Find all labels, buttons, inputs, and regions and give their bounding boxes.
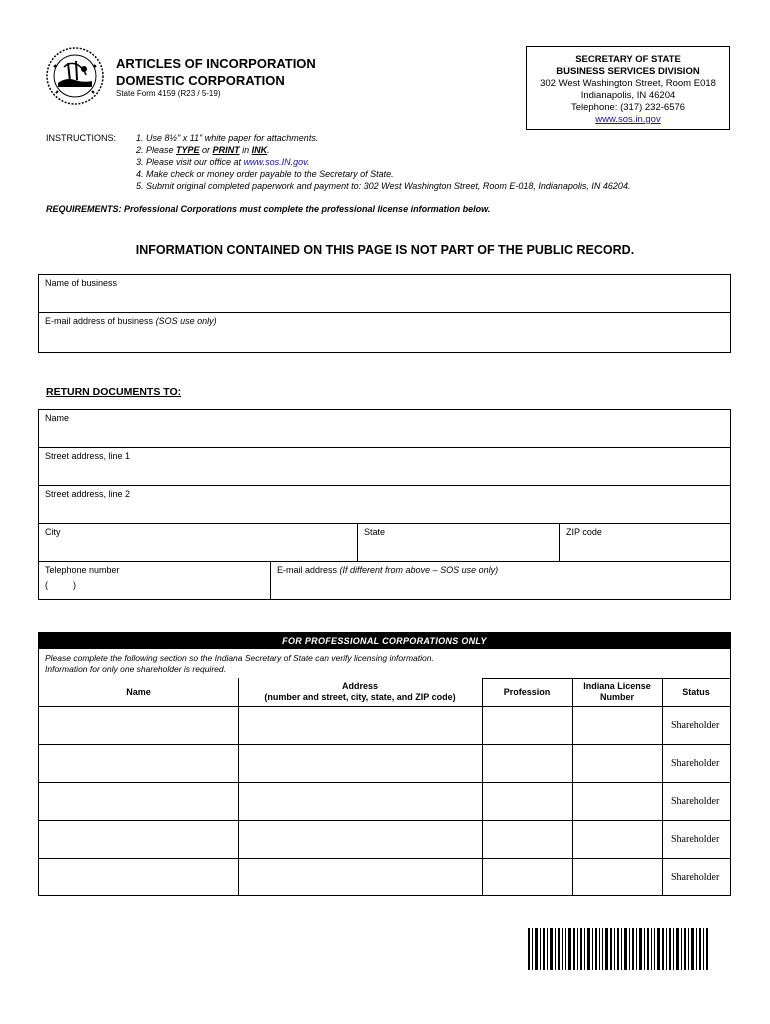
state-seal-logo xyxy=(46,47,104,105)
business-name-label: Name of business xyxy=(45,278,118,288)
sos-address-box xyxy=(526,46,730,130)
business-name-field[interactable] xyxy=(39,275,730,313)
col-divider xyxy=(238,678,239,895)
sos-address: 302 West Washington Street, Room E018 xyxy=(540,78,716,89)
header-row-divider xyxy=(39,706,730,707)
col-divider xyxy=(572,678,573,895)
business-email-label: E-mail address of business (SOS use only) xyxy=(45,316,217,326)
instruction-5: 5. Submit original completed paperwork and payment to: 302 West Washington Street, Room E-018, Indianapolis, IN 46204. xyxy=(136,181,631,191)
shareholder-status: Shareholder xyxy=(671,720,720,731)
sos-website-link[interactable]: www.sos.in.gov xyxy=(595,114,661,125)
return-street1-field[interactable] xyxy=(39,448,730,486)
form-title xyxy=(116,55,316,89)
business-info-box xyxy=(38,274,731,353)
return-city-field[interactable] xyxy=(39,524,358,562)
requirements: REQUIREMENTS: Professional Corporations must complete the professional license information below. xyxy=(46,204,491,214)
title-line-1: ARTICLES OF INCORPORATION xyxy=(116,56,316,71)
title-line-2: DOMESTIC CORPORATION xyxy=(116,73,285,88)
row-divider xyxy=(39,820,730,821)
intro-line-2: Information for only one shareholder is required. xyxy=(45,664,226,674)
return-street1-label: Street address, line 1 xyxy=(45,451,131,461)
instruction-3: 3. Please visit our office at www.sos.IN.gov. xyxy=(136,157,310,167)
return-zip-label: ZIP code xyxy=(566,527,602,537)
header-top-divider xyxy=(482,678,730,679)
col-divider xyxy=(482,678,483,895)
col-header-profession: Profession xyxy=(503,686,551,697)
col-header-license: Indiana License Number xyxy=(583,681,651,702)
return-street2-field[interactable] xyxy=(39,486,730,524)
return-name-label: Name xyxy=(45,413,70,423)
instruction-4: 4. Make check or money order payable to the Secretary of State. xyxy=(136,169,394,179)
col-header-address: Address (number and street, city, state, and ZIP code) xyxy=(264,681,456,702)
instructions xyxy=(46,132,736,196)
barcode xyxy=(528,928,708,970)
return-state-label: State xyxy=(364,527,386,537)
row-divider xyxy=(39,782,730,783)
form-number: State Form 4159 (R23 / 5-19) xyxy=(116,89,221,98)
return-city-label: City xyxy=(45,527,61,537)
col-header-name: Name xyxy=(126,686,151,697)
row-divider xyxy=(39,744,730,745)
shareholder-status: Shareholder xyxy=(671,872,720,883)
return-phone-label: Telephone number xyxy=(45,565,120,575)
professional-corporations-section xyxy=(38,632,731,896)
shareholder-status: Shareholder xyxy=(671,796,720,807)
intro-line-1: Please complete the following section so the Indiana Secretary of State can verify licensing information. xyxy=(45,653,434,663)
sos-city: Indianapolis, IN 46204 xyxy=(580,90,676,101)
row-divider xyxy=(39,858,730,859)
instruction-2: 2. Please TYPE or PRINT in INK. xyxy=(136,145,270,155)
public-record-notice: INFORMATION CONTAINED ON THIS PAGE IS NOT PART OF THE PUBLIC RECORD. xyxy=(135,243,635,257)
return-documents-heading: RETURN DOCUMENTS TO: xyxy=(46,386,182,398)
return-street2-label: Street address, line 2 xyxy=(45,489,131,499)
return-documents-box xyxy=(38,409,731,600)
phone-area-code: ( ) xyxy=(45,580,76,590)
col-divider xyxy=(662,678,663,895)
instruction-1: 1. Use 8½" x 11" white paper for attachments. xyxy=(136,133,319,143)
instructions-list xyxy=(136,132,630,192)
instructions-label: INSTRUCTIONS: xyxy=(46,133,117,143)
return-zip-field[interactable] xyxy=(560,524,730,562)
sos-link[interactable]: www.sos.IN.gov xyxy=(243,157,307,167)
business-email-field[interactable] xyxy=(39,313,730,352)
return-phone-field[interactable] xyxy=(39,562,271,599)
sos-line-2: BUSINESS SERVICES DIVISION xyxy=(556,66,700,77)
col-header-status: Status xyxy=(682,686,710,697)
return-email-label: E-mail address (If different from above – SOS use only) xyxy=(277,565,499,575)
return-state-field[interactable] xyxy=(358,524,560,562)
return-name-field[interactable] xyxy=(39,410,730,448)
professional-header: FOR PROFESSIONAL CORPORATIONS ONLY xyxy=(39,633,730,649)
return-email-field[interactable] xyxy=(271,562,730,599)
shareholder-status: Shareholder xyxy=(671,834,720,845)
sos-phone: Telephone: (317) 232-6576 xyxy=(570,102,686,113)
shareholder-status: Shareholder xyxy=(671,758,720,769)
sos-line-1: SECRETARY OF STATE xyxy=(575,54,681,65)
professional-intro xyxy=(45,653,434,675)
